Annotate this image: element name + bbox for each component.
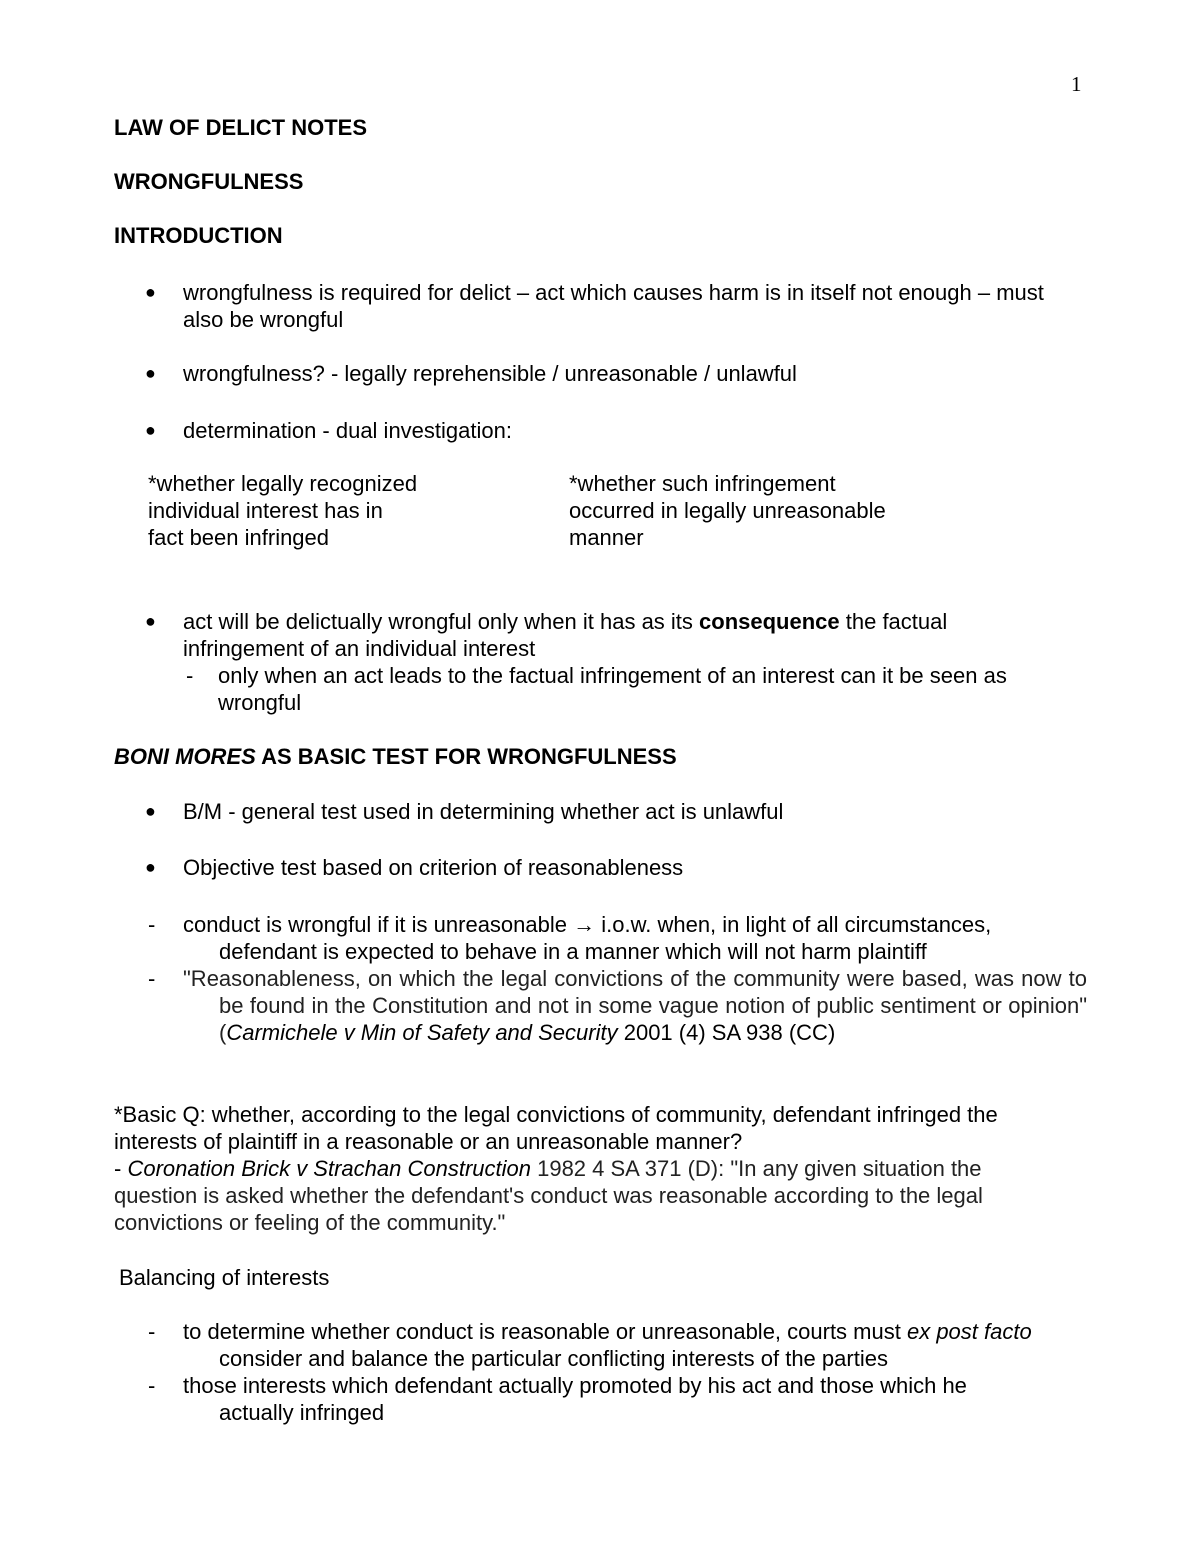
section-heading-boni-mores	[114, 743, 677, 770]
consequence-bold: consequence	[699, 609, 840, 634]
boni-bullet-2: Objective test based on criterion of reasonableness	[183, 855, 684, 880]
boni-dash-1-text: conduct is wrongful if it is unreasonable → i.o.w. when, in light of all circumstances, defendant is expected to behave in a manner which will not harm plaintiff	[183, 912, 992, 964]
bullet-icon: ●	[145, 857, 156, 877]
dash-marker: -	[148, 1373, 156, 1398]
coronation-brick-citation	[114, 1155, 1054, 1236]
carmichele-case-name: Carmichele v Min of Safety and Security	[226, 1020, 618, 1045]
coronation-dash: -	[114, 1156, 128, 1181]
boni-heading-rest: AS BASIC TEST FOR WRONGFULNESS	[255, 744, 677, 769]
carmichele-citation: 2001 (4) SA 938 (CC)	[617, 1020, 836, 1045]
bullet-icon: ●	[145, 801, 156, 821]
dual-left-line: *whether legally recognized	[148, 471, 418, 496]
balancing-heading: Balancing of interests	[119, 1265, 330, 1290]
balancing-point-1	[183, 1318, 1063, 1372]
consequence-sub-point: only when an act leads to the factual infringement of an interest can it be seen as wrongful	[218, 663, 1007, 715]
intro-bullet-1: wrongfulness is required for delict – act which causes harm is in itself not enough – must also be wrongful	[183, 280, 1044, 332]
bullet-icon: ●	[145, 363, 156, 383]
dual-column-left	[148, 470, 508, 551]
balancing-1-pre: to determine whether conduct is reasonable or unreasonable, courts must	[183, 1319, 907, 1344]
ex-post-facto: ex post facto	[906, 1319, 1032, 1344]
dual-right-line: *whether such infringement	[569, 471, 836, 496]
consequence-bullet	[183, 608, 1033, 662]
dual-left-line: individual interest has in	[148, 498, 383, 523]
dual-left-line: fact been infringed	[148, 525, 330, 550]
consequence-text-post: the factual infringement of an individual interest	[183, 609, 948, 661]
dash-marker: -	[148, 912, 156, 937]
consequence-text-pre: act will be delictually wrongful only when it has as its	[183, 609, 700, 634]
document-title: LAW OF DELICT NOTES	[114, 115, 367, 140]
dash-marker: -	[148, 1319, 156, 1344]
boni-dash-2	[183, 965, 1087, 1046]
coronation-case-name: Coronation Brick v Strachan Construction	[127, 1156, 531, 1181]
balancing-point-2: those interests which defendant actually promoted by his act and those which he actually infringed	[183, 1373, 967, 1425]
boni-dash-1	[183, 911, 1063, 965]
balancing-1-post: consider and balance the particular conflicting interests of the parties	[219, 1346, 888, 1371]
basic-question: *Basic Q: whether, according to the legal convictions of community, defendant infringed the interests of plaintiff in a reasonable or an unreasonable manner?	[114, 1102, 998, 1154]
boni-mores-italic: BONI MORES	[114, 744, 256, 769]
dual-column-right	[569, 470, 989, 551]
bullet-icon: ●	[145, 611, 156, 631]
dual-right-line: manner	[569, 525, 644, 550]
carmichele-quote: "Reasonableness, on which the legal convictions of the community were based, was now to be found in the Constitution and not in some vague notion of public sentiment or opinion" (	[183, 966, 1087, 1045]
bullet-icon: ●	[145, 420, 156, 440]
dash-marker: -	[148, 966, 156, 991]
section-heading-wrongfulness: WRONGFULNESS	[114, 169, 304, 194]
coronation-quote: 1982 4 SA 371 (D): "In any given situation the question is asked whether the defendant's conduct was reasonable according to the legal convictions or feeling of the community."	[114, 1156, 983, 1235]
intro-bullet-3: determination - dual investigation:	[183, 418, 512, 443]
dash-marker: -	[186, 663, 194, 688]
dual-right-line: occurred in legally unreasonable	[569, 498, 886, 523]
section-heading-introduction: INTRODUCTION	[114, 223, 283, 248]
bullet-icon: ●	[145, 282, 156, 302]
intro-bullet-2: wrongfulness? - legally reprehensible / unreasonable / unlawful	[183, 361, 797, 386]
boni-bullet-1: B/M - general test used in determining whether act is unlawful	[183, 799, 784, 824]
page-number: 1	[1071, 72, 1082, 96]
